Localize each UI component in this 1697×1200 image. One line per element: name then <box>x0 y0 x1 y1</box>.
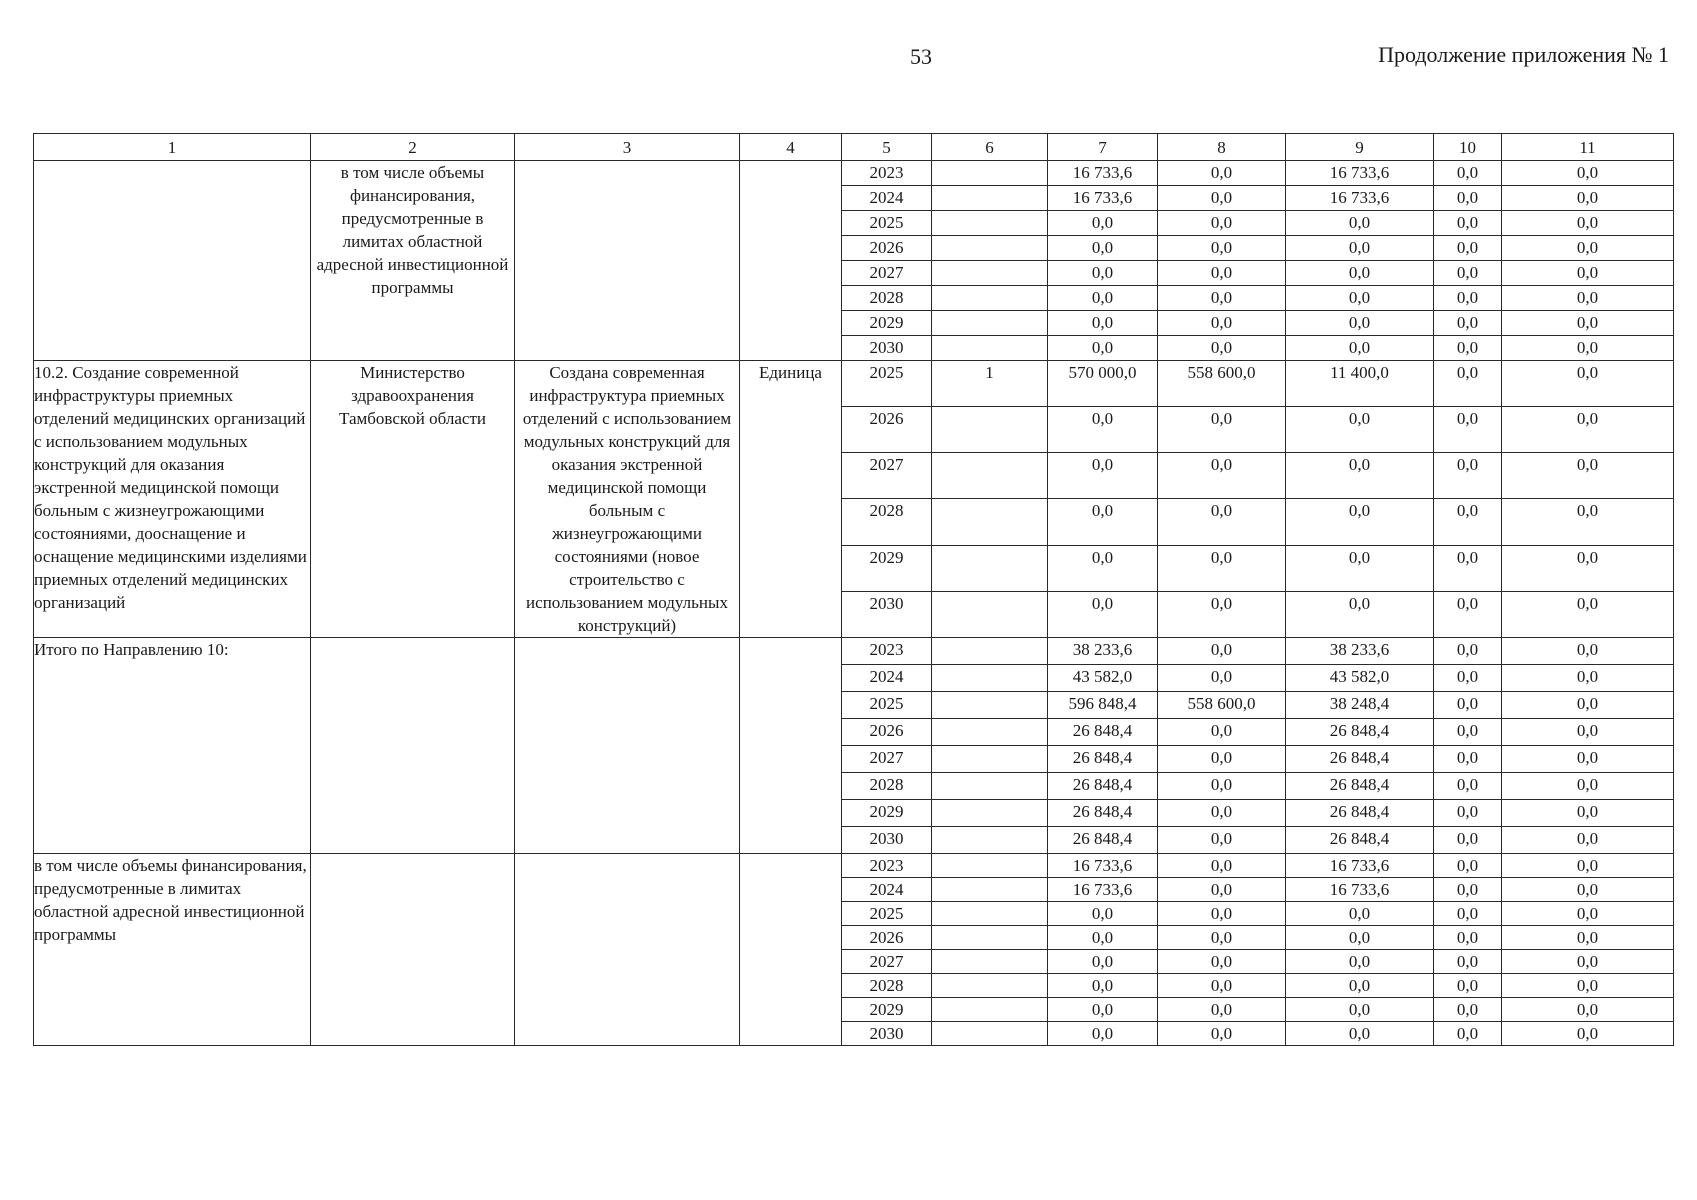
col-header-7: 7 <box>1048 134 1158 161</box>
value-cell-c6 <box>932 236 1048 261</box>
value-cell-c7: 570 000,0 <box>1048 361 1158 407</box>
section-3-col4 <box>740 638 842 854</box>
year-cell: 2028 <box>842 499 932 545</box>
value-cell-c9: 0,0 <box>1286 499 1434 545</box>
value-cell-c10: 0,0 <box>1434 827 1502 854</box>
value-cell-c7: 0,0 <box>1048 902 1158 926</box>
value-cell-c11: 0,0 <box>1502 545 1674 591</box>
value-cell-c9: 38 248,4 <box>1286 692 1434 719</box>
value-cell-c6 <box>932 902 1048 926</box>
value-cell-c7: 16 733,6 <box>1048 878 1158 902</box>
value-cell-c9: 26 848,4 <box>1286 719 1434 746</box>
year-cell: 2025 <box>842 361 932 407</box>
section-4-col2 <box>311 854 515 1046</box>
value-cell-c7: 0,0 <box>1048 336 1158 361</box>
value-cell-c10: 0,0 <box>1434 665 1502 692</box>
section-1-col1 <box>34 161 311 361</box>
page-number: 53 <box>910 44 932 69</box>
value-cell-c7: 0,0 <box>1048 236 1158 261</box>
value-cell-c7: 0,0 <box>1048 211 1158 236</box>
year-cell: 2030 <box>842 827 932 854</box>
value-cell-c11: 0,0 <box>1502 453 1674 499</box>
value-cell-c6 <box>932 545 1048 591</box>
col-header-4: 4 <box>740 134 842 161</box>
col-header-3: 3 <box>515 134 740 161</box>
value-cell-c8: 0,0 <box>1158 902 1286 926</box>
value-cell-c11: 0,0 <box>1502 878 1674 902</box>
value-cell-c8: 0,0 <box>1158 186 1286 211</box>
year-cell: 2025 <box>842 211 932 236</box>
value-cell-c10: 0,0 <box>1434 211 1502 236</box>
value-cell-c9: 26 848,4 <box>1286 746 1434 773</box>
value-cell-c10: 0,0 <box>1434 499 1502 545</box>
value-cell-c8: 0,0 <box>1158 800 1286 827</box>
value-cell-c7: 16 733,6 <box>1048 161 1158 186</box>
year-cell: 2027 <box>842 453 932 499</box>
year-cell: 2027 <box>842 950 932 974</box>
value-cell-c6 <box>932 1022 1048 1046</box>
year-cell: 2029 <box>842 998 932 1022</box>
year-cell: 2027 <box>842 261 932 286</box>
value-cell-c6 <box>932 638 1048 665</box>
value-cell-c6 <box>932 453 1048 499</box>
value-cell-c9: 0,0 <box>1286 407 1434 453</box>
value-cell-c7: 26 848,4 <box>1048 827 1158 854</box>
value-cell-c6 <box>932 261 1048 286</box>
value-cell-c11: 0,0 <box>1502 800 1674 827</box>
value-cell-c8: 0,0 <box>1158 407 1286 453</box>
value-cell-c11: 0,0 <box>1502 407 1674 453</box>
year-cell: 2028 <box>842 974 932 998</box>
value-cell-c8: 0,0 <box>1158 950 1286 974</box>
section-3-col2 <box>311 638 515 854</box>
column-header-row <box>34 134 1674 161</box>
value-cell-c7: 0,0 <box>1048 974 1158 998</box>
value-cell-c11: 0,0 <box>1502 499 1674 545</box>
year-cell: 2024 <box>842 665 932 692</box>
value-cell-c9: 0,0 <box>1286 545 1434 591</box>
value-cell-c10: 0,0 <box>1434 746 1502 773</box>
value-cell-c10: 0,0 <box>1434 407 1502 453</box>
value-cell-c7: 0,0 <box>1048 545 1158 591</box>
value-cell-c8: 0,0 <box>1158 211 1286 236</box>
value-cell-c8: 0,0 <box>1158 827 1286 854</box>
value-cell-c8: 558 600,0 <box>1158 692 1286 719</box>
col-header-1: 1 <box>34 134 311 161</box>
value-cell-c10: 0,0 <box>1434 773 1502 800</box>
value-cell-c9: 11 400,0 <box>1286 361 1434 407</box>
value-cell-c8: 0,0 <box>1158 974 1286 998</box>
value-cell-c10: 0,0 <box>1434 878 1502 902</box>
value-cell-c10: 0,0 <box>1434 950 1502 974</box>
header-note: Продолжение приложения № 1 <box>1378 42 1669 67</box>
section-1-col3 <box>515 161 740 361</box>
year-cell: 2023 <box>842 854 932 878</box>
value-cell-c6 <box>932 926 1048 950</box>
value-cell-c6 <box>932 211 1048 236</box>
value-cell-c11: 0,0 <box>1502 665 1674 692</box>
section-4-col3 <box>515 854 740 1046</box>
value-cell-c8: 0,0 <box>1158 311 1286 336</box>
year-cell: 2030 <box>842 591 932 637</box>
value-cell-c11: 0,0 <box>1502 950 1674 974</box>
value-cell-c7: 0,0 <box>1048 453 1158 499</box>
value-cell-c8: 0,0 <box>1158 545 1286 591</box>
value-cell-c7: 0,0 <box>1048 407 1158 453</box>
value-cell-c9: 0,0 <box>1286 902 1434 926</box>
section-4-col1: в том числе объемы финансирования, предусмотренные в лимитах областной адресной инвестиционной программы <box>34 854 311 1046</box>
value-cell-c9: 0,0 <box>1286 211 1434 236</box>
value-cell-c7: 16 733,6 <box>1048 186 1158 211</box>
value-cell-c11: 0,0 <box>1502 361 1674 407</box>
value-cell-c8: 558 600,0 <box>1158 361 1286 407</box>
value-cell-c10: 0,0 <box>1434 261 1502 286</box>
value-cell-c9: 43 582,0 <box>1286 665 1434 692</box>
value-cell-c10: 0,0 <box>1434 236 1502 261</box>
col-header-8: 8 <box>1158 134 1286 161</box>
value-cell-c6 <box>932 746 1048 773</box>
value-cell-c10: 0,0 <box>1434 974 1502 998</box>
value-cell-c7: 0,0 <box>1048 998 1158 1022</box>
value-cell-c8: 0,0 <box>1158 746 1286 773</box>
year-cell: 2025 <box>842 902 932 926</box>
value-cell-c11: 0,0 <box>1502 591 1674 637</box>
value-cell-c6 <box>932 407 1048 453</box>
value-cell-c8: 0,0 <box>1158 499 1286 545</box>
value-cell-c11: 0,0 <box>1502 746 1674 773</box>
value-cell-c6 <box>932 878 1048 902</box>
value-cell-c9: 0,0 <box>1286 591 1434 637</box>
year-cell: 2026 <box>842 719 932 746</box>
value-cell-c9: 0,0 <box>1286 1022 1434 1046</box>
col-header-2: 2 <box>311 134 515 161</box>
value-cell-c10: 0,0 <box>1434 361 1502 407</box>
value-cell-c10: 0,0 <box>1434 998 1502 1022</box>
value-cell-c11: 0,0 <box>1502 336 1674 361</box>
section-1-col2: в том числе объемы финансирования, предусмотренные в лимитах областной адресной инвестиционной программы <box>311 161 515 361</box>
year-cell: 2030 <box>842 1022 932 1046</box>
value-cell-c9: 0,0 <box>1286 286 1434 311</box>
value-cell-c11: 0,0 <box>1502 719 1674 746</box>
value-cell-c10: 0,0 <box>1434 453 1502 499</box>
value-cell-c7: 0,0 <box>1048 950 1158 974</box>
value-cell-c7: 26 848,4 <box>1048 800 1158 827</box>
value-cell-c11: 0,0 <box>1502 1022 1674 1046</box>
table-body <box>34 161 1674 1046</box>
year-cell: 2028 <box>842 286 932 311</box>
value-cell-c10: 0,0 <box>1434 161 1502 186</box>
value-cell-c6 <box>932 161 1048 186</box>
value-cell-c9: 0,0 <box>1286 336 1434 361</box>
year-cell: 2030 <box>842 336 932 361</box>
section-4-col4 <box>740 854 842 1046</box>
col-header-10: 10 <box>1434 134 1502 161</box>
value-cell-c11: 0,0 <box>1502 311 1674 336</box>
year-cell: 2025 <box>842 692 932 719</box>
value-cell-c9: 0,0 <box>1286 236 1434 261</box>
year-cell: 2026 <box>842 407 932 453</box>
value-cell-c10: 0,0 <box>1434 336 1502 361</box>
year-cell: 2023 <box>842 161 932 186</box>
value-cell-c7: 26 848,4 <box>1048 746 1158 773</box>
value-cell-c9: 0,0 <box>1286 926 1434 950</box>
value-cell-c7: 0,0 <box>1048 311 1158 336</box>
value-cell-c6 <box>932 286 1048 311</box>
value-cell-c6 <box>932 591 1048 637</box>
value-cell-c6: 1 <box>932 361 1048 407</box>
value-cell-c7: 38 233,6 <box>1048 638 1158 665</box>
value-cell-c6 <box>932 827 1048 854</box>
value-cell-c8: 0,0 <box>1158 236 1286 261</box>
value-cell-c10: 0,0 <box>1434 638 1502 665</box>
value-cell-c6 <box>932 186 1048 211</box>
value-cell-c9: 0,0 <box>1286 998 1434 1022</box>
value-cell-c11: 0,0 <box>1502 236 1674 261</box>
value-cell-c6 <box>932 974 1048 998</box>
value-cell-c7: 596 848,4 <box>1048 692 1158 719</box>
col-header-9: 9 <box>1286 134 1434 161</box>
value-cell-c10: 0,0 <box>1434 854 1502 878</box>
value-cell-c11: 0,0 <box>1502 926 1674 950</box>
value-cell-c6 <box>932 499 1048 545</box>
value-cell-c8: 0,0 <box>1158 926 1286 950</box>
table-row <box>34 854 1674 878</box>
value-cell-c10: 0,0 <box>1434 591 1502 637</box>
value-cell-c7: 0,0 <box>1048 286 1158 311</box>
value-cell-c9: 16 733,6 <box>1286 854 1434 878</box>
section-3-col1: Итого по Направлению 10: <box>34 638 311 854</box>
value-cell-c9: 0,0 <box>1286 974 1434 998</box>
year-cell: 2027 <box>842 746 932 773</box>
year-cell: 2029 <box>842 545 932 591</box>
value-cell-c11: 0,0 <box>1502 998 1674 1022</box>
value-cell-c9: 16 733,6 <box>1286 878 1434 902</box>
value-cell-c9: 16 733,6 <box>1286 161 1434 186</box>
value-cell-c7: 16 733,6 <box>1048 854 1158 878</box>
year-cell: 2026 <box>842 926 932 950</box>
section-2-col2: Министерство здравоохранения Тамбовской области <box>311 361 515 638</box>
value-cell-c11: 0,0 <box>1502 261 1674 286</box>
value-cell-c7: 0,0 <box>1048 591 1158 637</box>
value-cell-c7: 0,0 <box>1048 926 1158 950</box>
value-cell-c8: 0,0 <box>1158 719 1286 746</box>
value-cell-c10: 0,0 <box>1434 286 1502 311</box>
col-header-11: 11 <box>1502 134 1674 161</box>
year-cell: 2024 <box>842 878 932 902</box>
value-cell-c7: 26 848,4 <box>1048 719 1158 746</box>
value-cell-c8: 0,0 <box>1158 998 1286 1022</box>
value-cell-c6 <box>932 336 1048 361</box>
value-cell-c11: 0,0 <box>1502 638 1674 665</box>
value-cell-c11: 0,0 <box>1502 692 1674 719</box>
value-cell-c6 <box>932 998 1048 1022</box>
value-cell-c10: 0,0 <box>1434 1022 1502 1046</box>
value-cell-c11: 0,0 <box>1502 186 1674 211</box>
value-cell-c8: 0,0 <box>1158 261 1286 286</box>
value-cell-c10: 0,0 <box>1434 926 1502 950</box>
value-cell-c6 <box>932 719 1048 746</box>
section-1-col4 <box>740 161 842 361</box>
value-cell-c10: 0,0 <box>1434 545 1502 591</box>
value-cell-c6 <box>932 311 1048 336</box>
value-cell-c11: 0,0 <box>1502 854 1674 878</box>
year-cell: 2024 <box>842 186 932 211</box>
financing-table <box>33 133 1674 1046</box>
value-cell-c9: 16 733,6 <box>1286 186 1434 211</box>
value-cell-c8: 0,0 <box>1158 854 1286 878</box>
table-row <box>34 361 1674 407</box>
value-cell-c6 <box>932 854 1048 878</box>
value-cell-c11: 0,0 <box>1502 211 1674 236</box>
value-cell-c8: 0,0 <box>1158 453 1286 499</box>
value-cell-c8: 0,0 <box>1158 286 1286 311</box>
value-cell-c6 <box>932 950 1048 974</box>
value-cell-c6 <box>932 665 1048 692</box>
section-2-col3: Создана современная инфраструктура приемных отделений с использованием модульных конструкций для оказания экстренной медицинской помощи больным с жизнеугрожающими состояниями (новое строительство с использованием модульных конструкций) <box>515 361 740 638</box>
value-cell-c9: 26 848,4 <box>1286 800 1434 827</box>
value-cell-c6 <box>932 692 1048 719</box>
section-2-col1: 10.2. Создание современной инфраструктуры приемных отделений медицинских организаций с использованием модульных конструкций для оказания экстренной медицинской помощи больным с жизнеугрожающими состояниями, дооснащение и оснащение медицинскими изделиями приемных отделений медицинских организаций <box>34 361 311 638</box>
value-cell-c11: 0,0 <box>1502 902 1674 926</box>
value-cell-c7: 26 848,4 <box>1048 773 1158 800</box>
year-cell: 2028 <box>842 773 932 800</box>
value-cell-c10: 0,0 <box>1434 800 1502 827</box>
value-cell-c6 <box>932 800 1048 827</box>
table-row <box>34 638 1674 665</box>
value-cell-c11: 0,0 <box>1502 974 1674 998</box>
value-cell-c10: 0,0 <box>1434 719 1502 746</box>
value-cell-c7: 43 582,0 <box>1048 665 1158 692</box>
value-cell-c9: 0,0 <box>1286 950 1434 974</box>
value-cell-c9: 38 233,6 <box>1286 638 1434 665</box>
section-3-col3 <box>515 638 740 854</box>
value-cell-c10: 0,0 <box>1434 902 1502 926</box>
value-cell-c8: 0,0 <box>1158 665 1286 692</box>
col-header-5: 5 <box>842 134 932 161</box>
table-row <box>34 161 1674 186</box>
value-cell-c11: 0,0 <box>1502 773 1674 800</box>
value-cell-c7: 0,0 <box>1048 261 1158 286</box>
value-cell-c8: 0,0 <box>1158 638 1286 665</box>
section-2-col4: Единица <box>740 361 842 638</box>
value-cell-c8: 0,0 <box>1158 878 1286 902</box>
value-cell-c9: 0,0 <box>1286 453 1434 499</box>
value-cell-c9: 0,0 <box>1286 311 1434 336</box>
value-cell-c10: 0,0 <box>1434 311 1502 336</box>
value-cell-c8: 0,0 <box>1158 591 1286 637</box>
value-cell-c10: 0,0 <box>1434 692 1502 719</box>
value-cell-c7: 0,0 <box>1048 499 1158 545</box>
value-cell-c7: 0,0 <box>1048 1022 1158 1046</box>
year-cell: 2023 <box>842 638 932 665</box>
value-cell-c9: 26 848,4 <box>1286 827 1434 854</box>
year-cell: 2026 <box>842 236 932 261</box>
value-cell-c10: 0,0 <box>1434 186 1502 211</box>
value-cell-c8: 0,0 <box>1158 1022 1286 1046</box>
value-cell-c6 <box>932 773 1048 800</box>
year-cell: 2029 <box>842 311 932 336</box>
value-cell-c9: 26 848,4 <box>1286 773 1434 800</box>
value-cell-c11: 0,0 <box>1502 161 1674 186</box>
year-cell: 2029 <box>842 800 932 827</box>
value-cell-c8: 0,0 <box>1158 336 1286 361</box>
value-cell-c11: 0,0 <box>1502 827 1674 854</box>
value-cell-c8: 0,0 <box>1158 161 1286 186</box>
col-header-6: 6 <box>932 134 1048 161</box>
value-cell-c9: 0,0 <box>1286 261 1434 286</box>
value-cell-c11: 0,0 <box>1502 286 1674 311</box>
value-cell-c8: 0,0 <box>1158 773 1286 800</box>
